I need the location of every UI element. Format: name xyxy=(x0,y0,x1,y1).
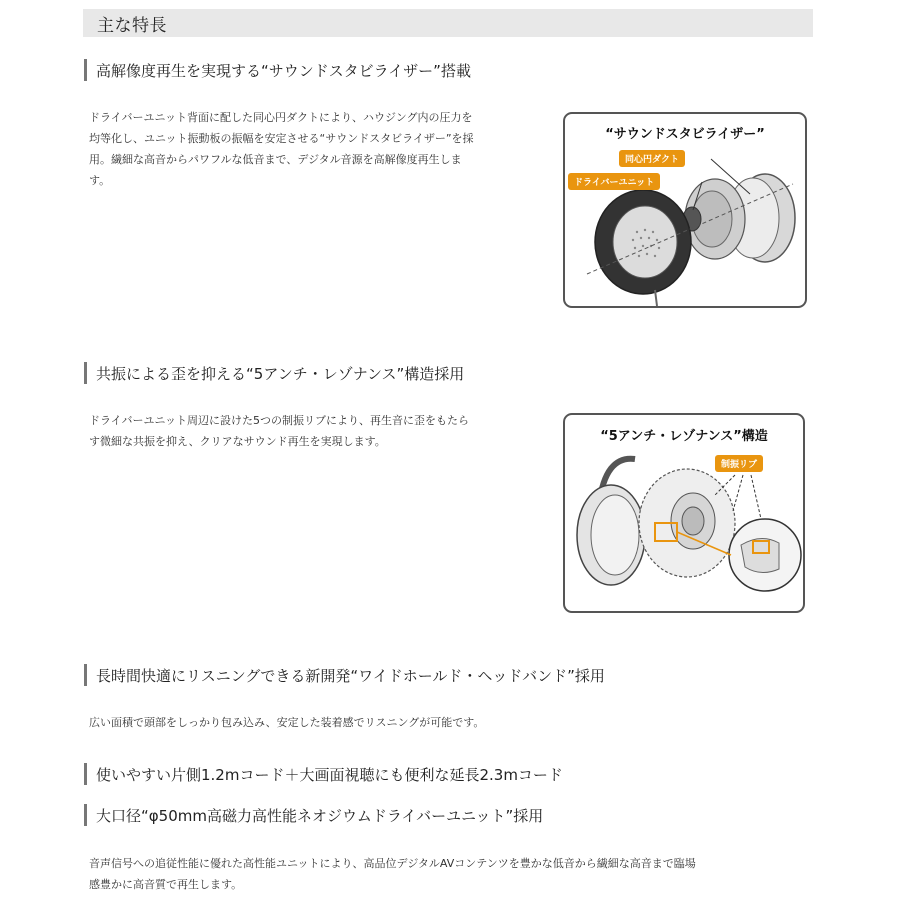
section-body-anti-resonance xyxy=(89,410,469,452)
section-body-wide-hold-headband xyxy=(89,712,484,733)
section-title-wide-hold-headband xyxy=(84,663,605,687)
figure-title: “5アンチ・レゾナンス”構造 xyxy=(600,429,768,444)
section-body-driver-unit xyxy=(89,853,696,895)
section-title-anti-resonance xyxy=(84,361,464,385)
figure-anti-resonance xyxy=(563,413,805,613)
tag-damping-ribs: 制振リブ xyxy=(715,455,763,472)
section-title-text: 大口径“φ50mm高磁力高性能ネオジウムドライバーユニット”採用 xyxy=(96,806,544,825)
section-title-cord xyxy=(84,762,563,786)
body-line: 均等化し、ユニット振動板の振幅を安定させる“サウンドスタビライザー”を採 xyxy=(89,132,474,145)
body-line: 音声信号への追従性能に優れた高性能ユニットにより、高品位デジタルAVコンテンツを豊かな低音から繊細な高音まで臨場 xyxy=(89,857,696,870)
section-title-sound-stabilizer xyxy=(84,58,471,82)
body-line: ドライバーユニット背面に配した同心円ダクトにより、ハウジング内の圧力を xyxy=(89,111,473,124)
tag-driver-unit: ドライバーユニット xyxy=(568,173,660,190)
page-title: 主な特長 xyxy=(97,15,167,36)
section-bar xyxy=(84,664,87,686)
figure-title: “サウンドスタビライザー” xyxy=(605,127,765,142)
section-title-driver-unit xyxy=(84,803,543,827)
body-line: 用。繊細な高音からパワフルな低音まで、デジタル音源を高解像度再生しま xyxy=(89,153,462,166)
section-title-text: 使いやすい片側1.2mコード＋大画面視聴にも便利な延長2.3mコード xyxy=(96,765,563,784)
body-line: す微細な共振を抑え、クリアなサウンド再生を実現します。 xyxy=(89,435,386,448)
body-line: 広い面積で頭部をしっかり包み込み、安定した装着感でリスニングが可能です。 xyxy=(89,716,485,729)
section-bar xyxy=(84,59,87,81)
body-line: ドライバーユニット周辺に設けた5つの制振リブにより、再生音に歪をもたら xyxy=(89,414,470,427)
section-bar xyxy=(84,804,87,826)
body-line: す。 xyxy=(89,174,111,187)
body-line: 感豊かに高音質で再生します。 xyxy=(89,878,243,891)
section-title-text: 高解像度再生を実現する“サウンドスタビライザー”搭載 xyxy=(96,61,471,80)
anti-resonance-illustration xyxy=(565,415,803,611)
section-title-text: 共振による歪を抑える“5アンチ・レゾナンス”構造採用 xyxy=(96,364,465,383)
section-body-sound-stabilizer xyxy=(89,107,474,191)
sound-stabilizer-illustration xyxy=(565,114,805,306)
section-title-text: 長時間快適にリスニングできる新開発“ワイドホールド・ヘッドバンド”採用 xyxy=(96,666,605,685)
main-header xyxy=(83,9,813,37)
tag-concentric-duct: 同心円ダクト xyxy=(619,150,685,167)
figure-sound-stabilizer xyxy=(563,112,807,308)
section-bar xyxy=(84,362,87,384)
section-bar xyxy=(84,763,87,785)
